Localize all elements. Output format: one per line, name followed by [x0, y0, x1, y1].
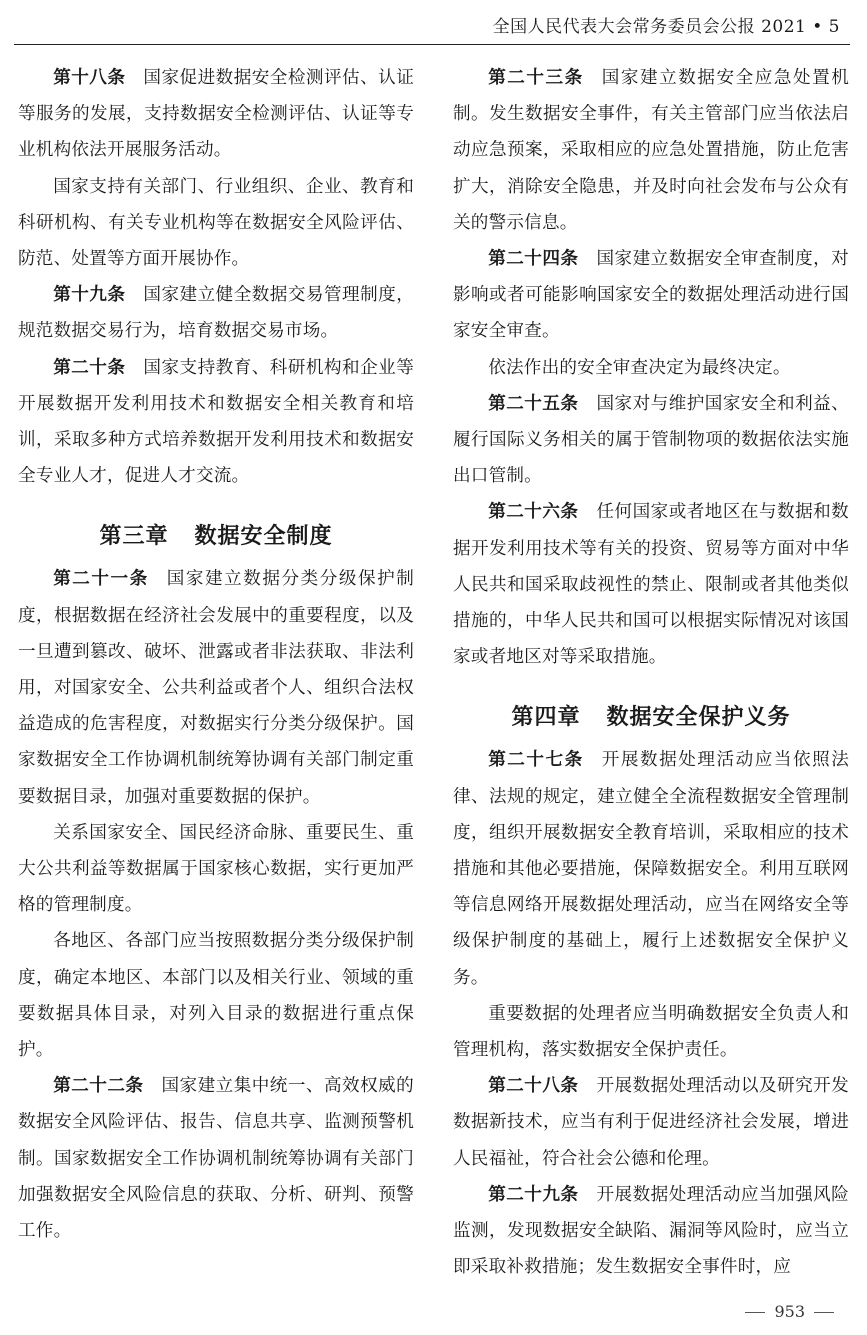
- page-footer: [736, 1302, 843, 1321]
- paragraph-text: 国家支持教育、科研机构和企业等开展数据开发利用技术和数据安全相关教育和培训，采取多种方式培养数据开发利用技术和数据安全专业人才，促进人才交流。: [18, 357, 414, 487]
- paragraph-text: 国家建立数据分类分级保护制度，根据数据在经济社会发展中的重要程度，以及一旦遭到篡改、破坏、泄露或者非法获取、非法利用，对国家安全、公共利益或者个人、组织合法权益造成的危害程度，对数据实行分类分级保护。国家数据安全工作协调机制统筹协调有关部门制定重要数据目录，加强对重要数据的保护。: [18, 569, 414, 807]
- body-paragraph: [453, 350, 849, 386]
- paragraph-text: 国家对与维护国家安全和利益、履行国际义务相关的属于管制物项的数据依法实施出口管制。: [453, 393, 849, 487]
- paragraph-text: 关系国家安全、国民经济命脉、重要民生、重大公共利益等数据属于国家核心数据，实行更加严格的管理制度。: [18, 822, 414, 916]
- article-number: 第二十条: [53, 357, 126, 378]
- article-paragraph: [453, 386, 849, 495]
- chapter-number: 第三章: [99, 524, 169, 550]
- publication-title: 全国人民代表大会常务委员会公报 2021 • 5: [492, 17, 840, 37]
- body-paragraph: [18, 169, 414, 278]
- article-paragraph: [453, 60, 849, 241]
- page-number: 953: [774, 1302, 805, 1321]
- right-column: [453, 60, 849, 1286]
- body-paragraph: [453, 996, 849, 1068]
- chapter-heading: [453, 675, 849, 742]
- article-paragraph: [18, 350, 414, 495]
- paragraph-text: 重要数据的处理者应当明确数据安全负责人和管理机构，落实数据安全保护责任。: [453, 1003, 849, 1061]
- article-number: 第二十三条: [488, 68, 584, 88]
- article-number: 第十八条: [53, 68, 126, 88]
- article-paragraph: [453, 742, 849, 995]
- article-number: 第二十四条: [488, 249, 579, 270]
- footer-dash-left: [745, 1312, 765, 1313]
- article-number: 第二十一条: [53, 569, 149, 590]
- article-number: 第二十二条: [53, 1076, 144, 1097]
- article-paragraph: [453, 494, 849, 675]
- paragraph-text: 国家建立数据安全审查制度，对影响或者可能影响国家安全的数据处理活动进行国家安全审查。: [453, 249, 849, 342]
- article-number: 第二十九条: [488, 1184, 579, 1205]
- paragraph-text: 国家建立健全数据交易管理制度，规范数据交易行为，培育数据交易市场。: [18, 285, 414, 342]
- paragraph-text: 国家建立集中统一、高效权威的数据安全风险评估、报告、信息共享、监测预警机制。国家数据安全工作协调机制统筹协调有关部门加强数据安全风险信息的获取、分析、研判、预警工作。: [18, 1076, 414, 1242]
- paragraph-text: 国家建立数据安全应急处置机制。发生数据安全事件，有关主管部门应当依法启动应急预案，采取相应的应急处置措施，防止危害扩大，消除安全隐患，并及时向社会发布与公众有关的警示信息。: [453, 68, 849, 233]
- left-column: [18, 60, 414, 1249]
- paragraph-text: 依法作出的安全审查决定为最终决定。: [488, 357, 791, 378]
- paragraph-text: 国家支持有关部门、行业组织、企业、教育和科研机构、有关专业机构等在数据安全风险评估、防范、处置等方面开展协作。: [18, 176, 414, 270]
- paragraph-text: 开展数据处理活动以及研究开发数据新技术，应当有利于促进经济社会发展，增进人民福祉，符合社会公德和伦理。: [453, 1076, 849, 1169]
- paragraph-text: 各地区、各部门应当按照数据分类分级保护制度，确定本地区、本部门以及相关行业、领域的重要数据具体目录，对列入目录的数据进行重点保护。: [18, 931, 414, 1061]
- paragraph-text: 开展数据处理活动应当加强风险监测，发现数据安全缺陷、漏洞等风险时，应当立即采取补救措施；发生数据安全事件时，应: [453, 1184, 849, 1278]
- article-paragraph: [18, 277, 414, 349]
- article-number: 第二十六条: [488, 502, 579, 523]
- body-paragraph: [18, 923, 414, 1068]
- article-number: 第二十八条: [488, 1076, 579, 1097]
- chapter-heading: [18, 494, 414, 561]
- page-header: [14, 0, 850, 45]
- article-number: 第十九条: [53, 285, 126, 306]
- article-paragraph: [453, 1177, 849, 1286]
- article-paragraph: [18, 60, 414, 169]
- article-paragraph: [453, 1068, 849, 1177]
- article-number: 第二十五条: [488, 393, 579, 414]
- paragraph-text: 国家促进数据安全检测评估、认证等服务的发展，支持数据安全检测评估、认证等专业机构依法开展服务活动。: [18, 68, 414, 161]
- chapter-title: 数据安全保护义务: [606, 705, 791, 731]
- article-paragraph: [18, 561, 414, 814]
- chapter-number: 第四章: [511, 705, 581, 731]
- paragraph-text: 任何国家或者地区在与数据和数据开发利用技术等有关的投资、贸易等方面对中华人民共和国采取歧视性的禁止、限制或者其他类似措施的，中华人民共和国可以根据实际情况对该国家或者地区对等采取措施。: [453, 502, 849, 668]
- body-paragraph: [18, 815, 414, 924]
- chapter-title: 数据安全制度: [194, 524, 333, 550]
- article-paragraph: [453, 241, 849, 350]
- paragraph-text: 开展数据处理活动应当依照法律、法规的规定，建立健全全流程数据安全管理制度，组织开展数据安全教育培训，采取相应的技术措施和其他必要措施，保障数据安全。利用互联网等信息网络开展数据处理活动，应当在网络安全等级保护制度的基础上，履行上述数据安全保护义务。: [453, 750, 849, 988]
- footer-dash-right: [814, 1312, 834, 1313]
- article-number: 第二十七条: [488, 750, 584, 771]
- article-paragraph: [18, 1068, 414, 1249]
